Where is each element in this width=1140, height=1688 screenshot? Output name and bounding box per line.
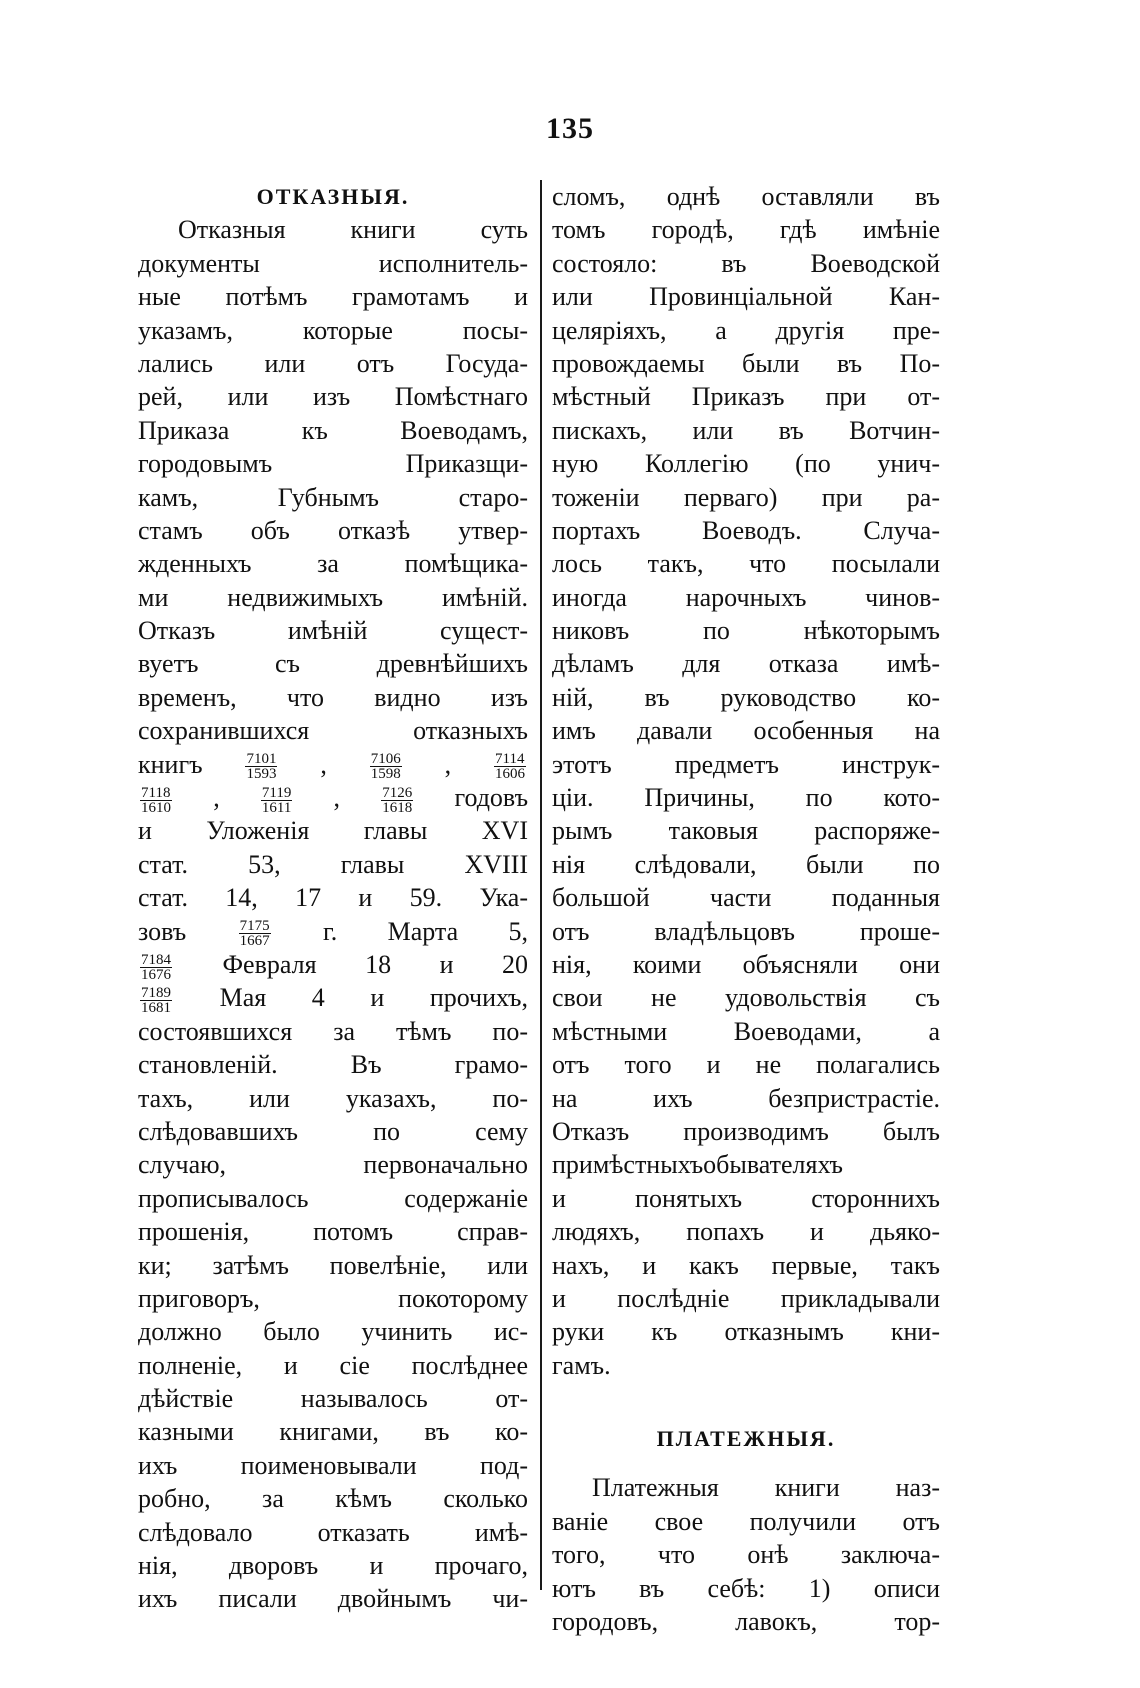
year-fraction <box>140 986 172 1015</box>
text-line: Платежныя книги наз- <box>592 1473 940 1503</box>
february-line <box>138 948 528 981</box>
fraction-denominator: 1606 <box>495 766 526 782</box>
text-line: лось такъ, что посылали <box>552 549 940 579</box>
text-line: нія, коими объясняли они <box>552 949 940 979</box>
section-heading-otkaznyya: ОТКАЗНЫЯ. <box>256 184 410 209</box>
text-line: документы исполнитель- <box>138 248 528 278</box>
fraction-denominator: 1667 <box>239 933 270 948</box>
text-line: случаю, первоначально <box>138 1150 528 1180</box>
text-line: ваніе свое получили отъ <box>552 1506 940 1536</box>
fraction-numerator: 7126 <box>382 784 413 801</box>
books-line-prefix: книгъ <box>138 749 203 779</box>
text-line: пискахъ, или въ Вотчин- <box>552 415 940 445</box>
text-line: прописывалось содержаніе <box>138 1183 528 1213</box>
text-line: стат. 53, главы XVIII <box>138 849 528 879</box>
text-line: Отказныя книги суть <box>178 215 528 245</box>
text-line: становленій. Въ грамо- <box>138 1050 528 1080</box>
text-line: гамъ. <box>552 1350 611 1380</box>
text-line: имъ давали особенныя на <box>552 716 940 746</box>
fraction-numerator: 7175 <box>239 918 270 935</box>
fraction-denominator: 1681 <box>141 999 171 1015</box>
fraction-numerator: 7114 <box>495 751 525 768</box>
fraction-denominator: 1593 <box>246 766 277 782</box>
fraction-denominator: 1611 <box>261 799 292 815</box>
ukaz-line-prefix: зовъ <box>138 916 187 946</box>
year-fraction <box>245 752 277 781</box>
year-fraction <box>370 752 402 781</box>
fraction-numerator: 7189 <box>141 984 171 1001</box>
fraction-denominator: 1618 <box>382 799 413 815</box>
text-line: отъ владѣльцовъ проше- <box>552 916 940 946</box>
years-line-suffix: годовъ <box>454 783 528 813</box>
fraction-denominator: 1676 <box>141 966 171 982</box>
section-gap <box>552 1455 940 1471</box>
books-years-line: книгъ $\frac{7101}{1593}$ , $\frac{7106}{1598}$ , $\frac{7114}{1606}$ <box>138 749 526 782</box>
text-line: иногда нарочныхъ чинов- <box>552 582 940 612</box>
text-line: сохранившихся отказныхъ <box>138 716 528 746</box>
text-line: тахъ, или указахъ, по- <box>138 1083 528 1113</box>
text-line: нія, дворовъ и прочаго, <box>138 1551 528 1581</box>
text-line: городовъ, лавокъ, тор- <box>552 1607 940 1637</box>
text-line: городовымъ Приказщи- <box>138 449 528 479</box>
text-line: прошенія, потомъ справ- <box>138 1217 528 1247</box>
text-line: никовъ по нѣкоторымъ <box>552 616 940 646</box>
text-line: казными книгами, въ ко- <box>138 1417 528 1447</box>
text-line: ютъ въ себѣ: 1) описи <box>552 1573 940 1603</box>
text-line: ціи. Причины, по кото- <box>552 783 940 813</box>
text-line: жденныхъ за помѣщика- <box>138 549 528 579</box>
text-line: этотъ предметъ инструк- <box>552 749 940 779</box>
fraction-denominator: 1610 <box>141 799 171 815</box>
fraction-numerator: 7184 <box>141 951 171 968</box>
text-line: сломъ, однѣ оставляли въ <box>552 182 940 211</box>
text-line: дѣламъ для отказа имѣ- <box>552 649 940 679</box>
years-line: $\frac{7118}{1610}$ , $\frac{7119}{1611}$ , $\frac{7126}{1618}$ годовъ <box>141 783 528 815</box>
text-line: слѣдовавшихъ по сему <box>138 1116 528 1146</box>
text-line: провождаемы были въ По- <box>552 348 940 378</box>
year-fraction <box>239 919 271 948</box>
text-line: приговоръ, покоторому <box>138 1283 528 1313</box>
text-line: нія слѣдовали, были по <box>552 849 940 879</box>
text-line: тоженіи перваго) при ра- <box>552 482 940 512</box>
text-line: ные потѣмъ грамотамъ и <box>138 282 528 312</box>
text-line: ную Коллегію (по унич- <box>552 449 940 479</box>
text-line: камъ, Губнымъ старо- <box>138 482 528 512</box>
text-line: рымъ таковыя распоряже- <box>552 816 940 846</box>
text-line: Приказа къ Воеводамъ, <box>138 415 528 445</box>
may-line-suffix: Мая 4 и прочихъ, <box>219 983 528 1013</box>
text-line: слѣдовало отказать имѣ- <box>138 1517 528 1547</box>
fraction-numerator: 7119 <box>261 784 292 801</box>
text-line: Отказъ производимъ былъ <box>552 1116 940 1146</box>
february-line-suffix: Февраля 18 и 20 <box>222 949 528 979</box>
text-line: дѣйствіе называлось от- <box>138 1384 528 1414</box>
text-line: портахъ Воеводъ. Случа- <box>552 515 940 545</box>
fraction-numerator: 7101 <box>246 751 277 768</box>
text-line: примѣстныхъобывателяхъ <box>552 1150 843 1180</box>
text-line: людяхъ, попахъ и дьяко- <box>552 1217 940 1247</box>
text-line: и Уложенія главы XVI <box>138 816 528 846</box>
text-line: нахъ, и какъ первые, такъ <box>552 1250 940 1280</box>
text-line: ки; затѣмъ повелѣніе, или <box>138 1250 528 1280</box>
text-line: временъ, что видно изъ <box>138 682 528 712</box>
text-line: указамъ, которые посы- <box>138 315 528 345</box>
text-line: большой части поданныя <box>552 883 940 913</box>
fraction-numerator: 7118 <box>141 784 171 801</box>
year-fraction <box>140 786 172 815</box>
text-line: отъ того и не полагались <box>552 1050 940 1080</box>
year-fraction <box>381 786 413 815</box>
section-gap <box>552 1382 940 1422</box>
text-line: мѣстный Приказъ при от- <box>552 382 940 412</box>
fraction-numerator: 7106 <box>370 751 401 768</box>
text-line: свои не удовольствія съ <box>552 983 940 1013</box>
year-fraction <box>494 752 526 781</box>
column-divider <box>540 180 542 1590</box>
year-fraction <box>140 953 172 982</box>
ukaz-line-suffix: г. Марта 5, <box>322 916 528 946</box>
text-line: целяріяхъ, а другія пре- <box>552 315 940 345</box>
text-line: мѣстными Воеводами, а <box>552 1016 940 1046</box>
text-line: стат. 14, 17 и 59. Ука- <box>138 883 528 913</box>
text-line: томъ городѣ, гдѣ имѣніе <box>552 215 940 245</box>
text-line: и послѣдніе прикладывали <box>552 1283 940 1313</box>
text-line: и понятыхъ стороннихъ <box>552 1183 940 1213</box>
text-line: должно было учинить ис- <box>138 1317 528 1347</box>
text-line: состояло: въ Воеводской <box>552 248 940 278</box>
text-line: рей, или изъ Помѣстнаго <box>138 382 528 412</box>
text-line: того, что онѣ заключа- <box>552 1540 940 1570</box>
left-column <box>138 180 528 1616</box>
text-line: Отказъ имѣній сущест- <box>138 616 528 646</box>
text-line: робно, за кѣмъ сколько <box>138 1484 528 1514</box>
text-line: полненіе, и сіе послѣднее <box>138 1350 528 1380</box>
ukaz-line <box>138 915 528 948</box>
fraction-denominator: 1598 <box>370 766 401 782</box>
page-number: 135 <box>546 112 594 145</box>
text-line: или Провинціальной Кан- <box>552 282 940 312</box>
text-line: лались или отъ Госуда- <box>138 348 528 378</box>
section-heading-platezhnyya: ПЛАТЕЖНЫЯ. <box>656 1426 836 1452</box>
text-line: состоявшихся за тѣмъ по- <box>138 1016 528 1046</box>
text-line: на ихъ безпристрастіе. <box>552 1083 940 1113</box>
text-line: ихъ писали двойнымъ чи- <box>138 1584 528 1614</box>
text-line: руки къ отказнымъ кни- <box>552 1317 940 1347</box>
text-line: ихъ поименовывали под- <box>138 1450 528 1480</box>
right-column <box>552 180 940 1638</box>
text-line: ній, въ руководство ко- <box>552 682 940 712</box>
text-line: стамъ объ отказѣ утвер- <box>138 515 528 545</box>
year-fraction <box>261 786 292 815</box>
text-line: вуетъ съ древнѣйшихъ <box>138 649 528 679</box>
may-line <box>138 981 528 1014</box>
text-line: ми недвижимыхъ имѣній. <box>138 582 528 612</box>
